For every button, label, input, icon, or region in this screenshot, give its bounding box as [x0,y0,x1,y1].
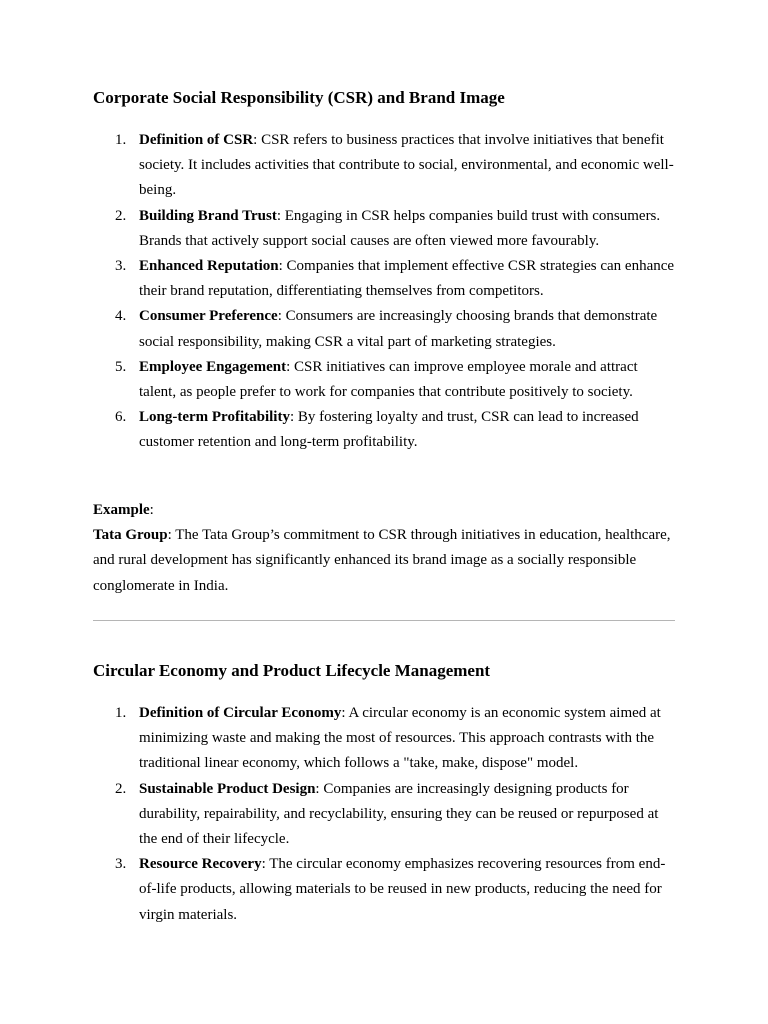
example-label-suffix: : [149,502,154,518]
section-divider [93,620,675,621]
example-company: Tata Group [93,527,168,544]
circular-economy-list [93,701,675,928]
list-number: 3. [115,856,127,873]
list-text: : CSR refers to business practices that involve initiatives that benefit society. It includes activities that contribute to social, environmental, and economic well-being. [139,132,674,199]
list-text: : CSR initiatives can improve employee morale and attract talent, as people prefer to work for companies that contribute positively to society. [139,358,638,401]
list-text: : Companies that implement effective CSR strategies can enhance their brand reputation, differentiating themselves from competitors. [139,258,675,300]
list-term: Sustainable Product Design [139,780,316,797]
list-number: 1. [115,132,127,148]
list-item [93,204,675,254]
example-block [93,498,675,599]
list-term: Long-term Profitability [139,409,290,426]
list-term: Building Brand Trust [139,207,277,224]
example-text: : The Tata Group’s commitment to CSR through initiatives in education, healthcare, and rural development has significantly enhanced its brand image as a socially responsible conglomerate in India. [93,527,671,594]
list-term: Resource Recovery [139,856,262,873]
list-item [93,254,675,304]
list-number: 4. [115,308,127,325]
list-term: Enhanced Reputation [139,258,279,275]
list-term: Consumer Preference [139,308,278,325]
list-text: : Consumers are increasingly choosing brands that demonstrate social responsibility, making CSR a vital part of marketing strategies. [139,308,658,350]
list-number: 2. [115,207,127,224]
list-item [93,852,675,928]
list-item [93,405,675,455]
list-number: 5. [115,358,127,375]
list-number: 1. [115,705,127,721]
list-text: : Engaging in CSR helps companies build trust with consumers. Brands that actively support social causes are often viewed more favourably. [139,207,661,249]
list-term: Definition of Circular Economy [139,705,342,721]
section-title-csr: Corporate Social Responsibility (CSR) and Brand Image [93,88,505,107]
example-heading [93,498,675,523]
list-number: 2. [115,780,127,797]
list-text: : By fostering loyalty and trust, CSR can lead to increased customer retention and long-term profitability. [139,409,639,451]
example-paragraph [93,523,675,599]
list-text: : The circular economy emphasizes recovering resources from end-of-life products, allowing materials to be reused in new products, reducing the need for virgin materials. [139,856,666,923]
list-term: Employee Engagement [139,358,287,375]
list-number: 6. [115,409,127,426]
csr-list [93,128,675,456]
section-title-circular-economy: Circular Economy and Product Lifecycle Management [93,661,491,680]
example-label: Example [93,502,150,518]
list-term: Definition of CSR [139,132,254,148]
list-item [93,128,675,204]
list-item [93,701,675,777]
list-text: : Companies are increasingly designing products for durability, repairability, and recyclability, ensuring they can be reused or repurposed at the end of their lifecycle. [139,780,659,848]
list-text: : A circular economy is an economic system aimed at minimizing waste and making the most of resources. This approach contrasts with the traditional linear economy, which follows a "take, make, dispose" model. [139,705,661,772]
list-number: 3. [115,258,127,275]
list-item [93,777,675,853]
list-item [93,355,675,405]
list-item [93,304,675,354]
